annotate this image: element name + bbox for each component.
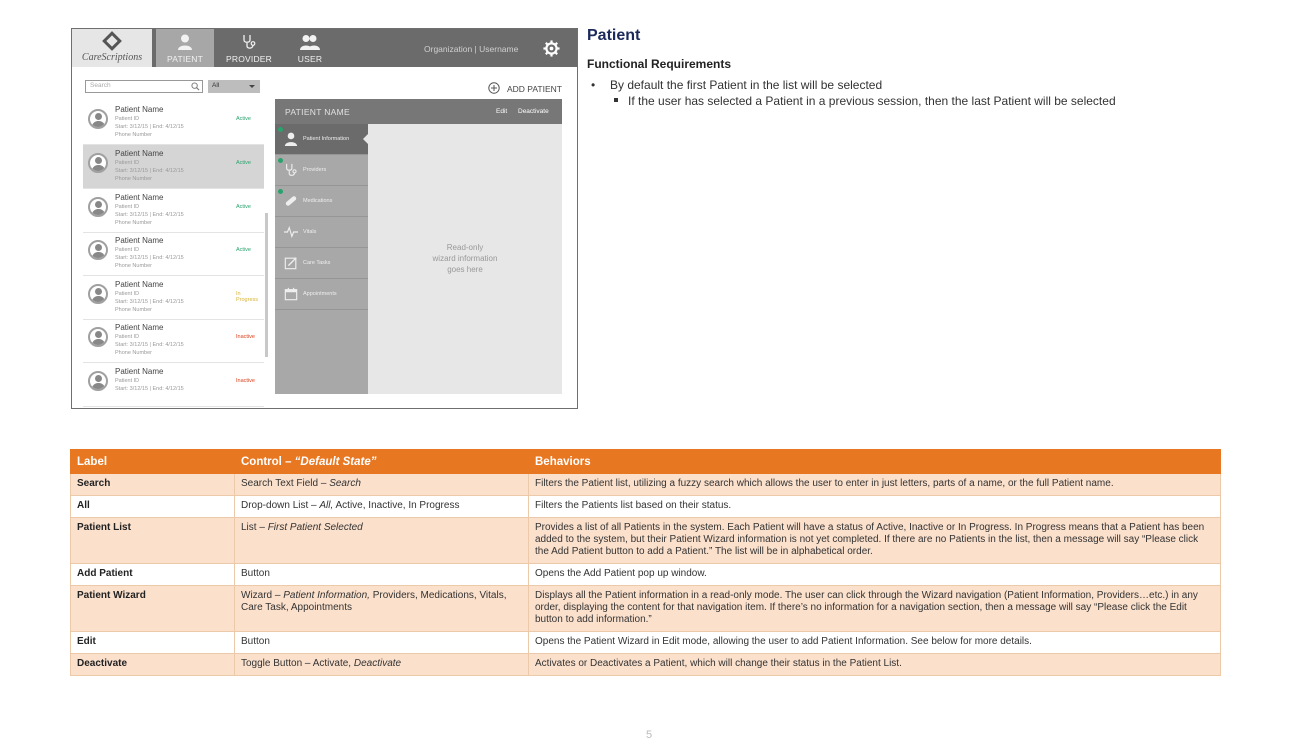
control-text: Button xyxy=(241,636,270,647)
wizard-nav-providers[interactable] xyxy=(275,155,368,186)
patient-dates: Start: 3/12/15 | End: 4/12/15 xyxy=(115,342,184,348)
wizard-content-line: goes here xyxy=(447,265,483,274)
header-label: Label xyxy=(71,450,235,474)
patient-id: Patient ID xyxy=(115,160,140,166)
org-username[interactable]: Organization | Username xyxy=(424,44,519,54)
row-label: Deactivate xyxy=(71,654,235,676)
patient-phone: Phone Number xyxy=(115,220,152,226)
row-control xyxy=(235,586,529,632)
row-control xyxy=(235,654,529,676)
row-behavior: Provides a list of all Patients in the system. Each Patient will have a status of Active, Inactive or In Progress. In Progress means that a Patient has been added to the system, but their Patient Wizard information is not yet completed. If there are no Patients in the list, then a message will say “Please click the Add Patient button to add a Patient.” The list will be in alphabetical order. xyxy=(529,518,1221,564)
users-icon xyxy=(300,34,320,50)
patient-icon xyxy=(177,34,193,50)
control-text: Search xyxy=(329,478,361,489)
patient-id: Patient ID xyxy=(115,116,140,122)
status-filter-value: All xyxy=(212,82,220,89)
row-behavior: Filters the Patient list, utilizing a fuzzy search which allows the user to enter in just letters, parts of a name, or the full Patient name. xyxy=(529,474,1221,496)
sub-bullet-square xyxy=(614,98,618,102)
requirement-sub-bullet: If the user has selected a Patient in a previous session, then the last Patient will be selected xyxy=(628,94,1116,108)
wizard-nav-patient-information[interactable] xyxy=(275,124,368,155)
row-behavior: Activates or Deactivates a Patient, which will change their status in the Patient List. xyxy=(529,654,1221,676)
wizard-patient-name: PATIENT NAME xyxy=(285,107,350,117)
row-label: All xyxy=(71,496,235,518)
logo xyxy=(72,29,152,67)
patient-list-item[interactable] xyxy=(83,101,264,145)
patient-wizard xyxy=(275,99,562,394)
control-text: First Patient Selected xyxy=(267,522,363,533)
heartbeat-icon xyxy=(284,225,298,239)
control-text: Toggle Button – Activate, xyxy=(241,658,354,669)
requirements-table xyxy=(70,449,1221,676)
table-row xyxy=(71,632,1221,654)
avatar xyxy=(88,284,108,304)
wizard-nav-label: Providers xyxy=(303,167,327,173)
status-badge: In Progress xyxy=(236,291,259,303)
table-row xyxy=(71,518,1221,564)
avatar xyxy=(88,371,108,391)
wizard-content xyxy=(368,242,562,275)
patient-name: Patient Name xyxy=(115,105,164,114)
control-text: Drop-down List – xyxy=(241,500,320,511)
patient-list-panel xyxy=(72,67,272,409)
complete-indicator xyxy=(278,158,283,163)
patient-name: Patient Name xyxy=(115,149,164,158)
search-icon xyxy=(191,82,200,91)
status-badge: Active xyxy=(236,247,251,253)
patient-list-item[interactable] xyxy=(83,189,264,233)
control-text: Search Text Field – xyxy=(241,478,330,489)
avatar xyxy=(88,197,108,217)
control-text: Deactivate xyxy=(353,658,402,669)
row-label: Edit xyxy=(71,632,235,654)
patient-dates: Start: 3/12/15 | End: 4/12/15 xyxy=(115,124,184,130)
calendar-icon xyxy=(284,287,298,301)
patient-name: Patient Name xyxy=(115,323,164,332)
row-behavior: Opens the Patient Wizard in Edit mode, allowing the user to add Patient Information. See below for more details. xyxy=(529,632,1221,654)
wizard-nav xyxy=(275,124,368,394)
patient-phone: Phone Number xyxy=(115,307,152,313)
row-control xyxy=(235,632,529,654)
page-title: Patient xyxy=(587,27,641,44)
avatar xyxy=(88,109,108,129)
table-row xyxy=(71,474,1221,496)
table-row xyxy=(71,654,1221,676)
table-header-row xyxy=(71,450,1221,474)
complete-indicator xyxy=(278,189,283,194)
wizard-nav-medications[interactable] xyxy=(275,186,368,217)
nav-tab-provider[interactable] xyxy=(220,29,278,67)
wizard-nav-appointments[interactable] xyxy=(275,279,368,310)
deactivate-button[interactable]: Deactivate xyxy=(518,108,549,115)
edit-button[interactable]: Edit xyxy=(496,108,508,115)
nav-tab-label: PATIENT xyxy=(166,54,204,64)
wizard-nav-care-tasks[interactable] xyxy=(275,248,368,279)
status-badge: Active xyxy=(236,204,251,210)
patient-name: Patient Name xyxy=(115,236,164,245)
row-control xyxy=(235,518,529,564)
search-placeholder: Search xyxy=(90,82,111,89)
patient-phone: Phone Number xyxy=(115,263,152,269)
patient-dates: Start: 3/12/15 | End: 4/12/15 xyxy=(115,255,184,261)
gear-icon[interactable] xyxy=(543,40,560,57)
patient-id: Patient ID xyxy=(115,204,140,210)
patient-id: Patient ID xyxy=(115,378,140,384)
logo-mark-icon xyxy=(102,31,122,51)
top-navbar xyxy=(72,29,577,67)
patient-list-item[interactable] xyxy=(83,276,264,320)
add-patient-label: ADD PATIENT xyxy=(507,84,562,94)
row-label: Add Patient xyxy=(71,564,235,586)
header-control-default: “Default State” xyxy=(294,455,377,468)
requirement-bullet: By default the first Patient in the list will be selected xyxy=(610,78,883,92)
wizard-header xyxy=(275,99,562,124)
patient-dates: Start: 3/12/15 | End: 4/12/15 xyxy=(115,168,184,174)
row-label: Patient Wizard xyxy=(71,586,235,632)
avatar xyxy=(88,327,108,347)
status-badge: Active xyxy=(236,160,251,166)
scrollbar[interactable] xyxy=(265,213,268,357)
row-control xyxy=(235,496,529,518)
nav-tab-label: PROVIDER xyxy=(226,54,272,64)
nav-tab-user[interactable] xyxy=(281,29,339,67)
edit-task-icon xyxy=(284,256,298,270)
status-badge: Active xyxy=(236,116,251,122)
patient-phone: Phone Number xyxy=(115,176,152,182)
wizard-nav-vitals[interactable] xyxy=(275,217,368,248)
patient-phone: Phone Number xyxy=(115,350,152,356)
patient-phone: Phone Number xyxy=(115,132,152,138)
wizard-content-line: Read-only xyxy=(446,243,484,252)
control-text: List – xyxy=(241,522,268,533)
wizard-nav-label: Appointments xyxy=(303,291,337,297)
control-text: Providers, Medications, Vitals, Care Task, Appointments xyxy=(241,590,507,613)
wizard-nav-label: Patient Information xyxy=(303,136,350,142)
header-control-prefix: Control – xyxy=(241,455,295,468)
status-filter-dropdown[interactable] xyxy=(208,80,260,93)
patient-name: Patient Name xyxy=(115,367,164,376)
avatar xyxy=(88,153,108,173)
row-label: Search xyxy=(71,474,235,496)
patient-dates: Start: 3/12/15 | End: 4/12/15 xyxy=(115,212,184,218)
avatar xyxy=(88,240,108,260)
control-text: Button xyxy=(241,568,270,579)
patient-name: Patient Name xyxy=(115,280,164,289)
row-behavior: Filters the Patients list based on their status. xyxy=(529,496,1221,518)
page-number: 5 xyxy=(645,729,653,741)
wizard-nav-label: Care Tasks xyxy=(303,260,331,266)
patient-dates: Start: 3/12/15 | End: 4/12/15 xyxy=(115,299,184,305)
control-text: Wizard – xyxy=(241,590,284,601)
wizard-nav-label: Medications xyxy=(303,198,333,204)
complete-indicator xyxy=(278,127,283,132)
table-row xyxy=(71,496,1221,518)
header-control xyxy=(235,450,529,474)
row-label: Patient List xyxy=(71,518,235,564)
row-behavior: Displays all the Patient information in a read-only mode. The user can click through the Wizard navigation (Patient Information, Providers…etc.) in any order, displaying the content for that navigation item. If there’s no information for a navigation section, then a message will say “Please click the Edit button to add information.” xyxy=(529,586,1221,632)
patient-id: Patient ID xyxy=(115,334,140,340)
patient-id: Patient ID xyxy=(115,291,140,297)
control-text: All, xyxy=(319,500,334,511)
row-behavior: Opens the Add Patient pop up window. xyxy=(529,564,1221,586)
stethoscope-icon xyxy=(241,34,257,50)
nav-tab-label: USER xyxy=(297,54,323,64)
wizard-content-line: wizard information xyxy=(432,254,498,263)
pill-icon xyxy=(284,194,298,208)
row-control xyxy=(235,564,529,586)
status-badge: Inactive xyxy=(236,334,255,340)
patient-list-item[interactable] xyxy=(83,232,264,276)
control-text: Patient Information, xyxy=(283,590,370,601)
patient-list-item[interactable] xyxy=(83,145,264,189)
status-badge: Inactive xyxy=(236,378,255,384)
patient-list-item[interactable] xyxy=(83,363,264,407)
patient-name: Patient Name xyxy=(115,193,164,202)
table-row xyxy=(71,564,1221,586)
patient-dates: Start: 3/12/15 | End: 4/12/15 xyxy=(115,386,184,392)
patient-icon xyxy=(284,132,298,146)
chevron-down-icon xyxy=(249,85,255,88)
logo-text: CareScriptions xyxy=(81,52,143,63)
header-behaviors: Behaviors xyxy=(529,450,1221,474)
stethoscope-icon xyxy=(284,163,298,177)
row-control xyxy=(235,474,529,496)
control-text: Active, Inactive, In Progress xyxy=(333,500,460,511)
app-mockup xyxy=(71,28,578,409)
bullet-dot: • xyxy=(591,78,596,92)
section-subtitle: Functional Requirements xyxy=(587,57,732,71)
patient-list-item[interactable] xyxy=(83,319,264,363)
wizard-nav-label: Vitals xyxy=(303,229,317,235)
nav-tab-patient[interactable] xyxy=(156,29,214,67)
table-row xyxy=(71,586,1221,632)
patient-id: Patient ID xyxy=(115,247,140,253)
add-circle-icon xyxy=(488,82,500,94)
search-input[interactable] xyxy=(85,80,203,93)
